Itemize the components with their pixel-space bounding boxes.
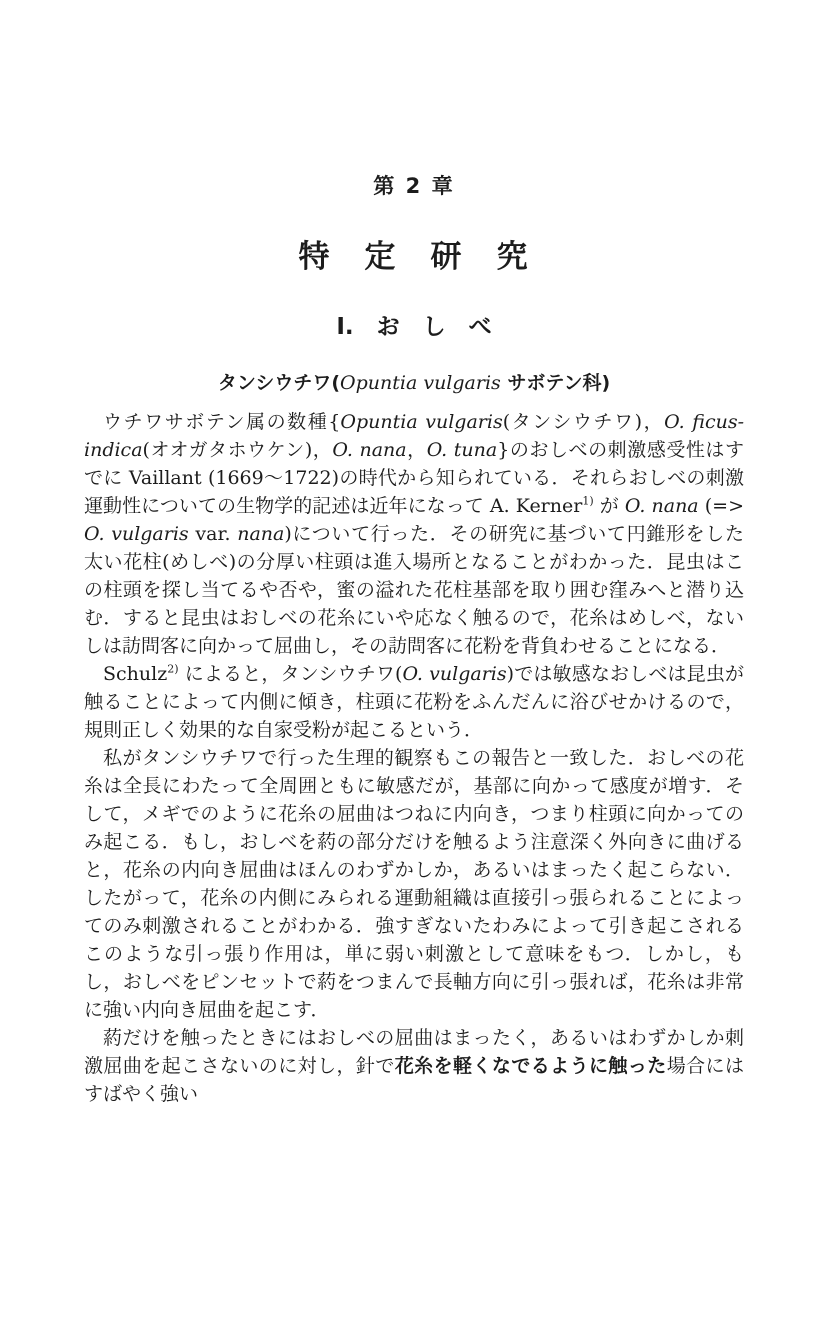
text-segment: O. vulgaris — [84, 522, 189, 545]
text-segment: 葯だけを触ったときにはおしべの屈曲はまったく，あるいはわずかしか刺激屈曲を起こさないのに対し，針で — [84, 1026, 744, 1077]
text-segment: O. ficus-indica — [84, 410, 745, 461]
text-segment: O. tuna — [426, 438, 498, 461]
text-segment: Schulz — [103, 662, 168, 685]
paragraph — [84, 408, 744, 660]
text-segment: Opuntia vulgaris — [340, 371, 501, 394]
text-segment: O. nana — [332, 438, 407, 461]
text-segment: (タンシウチワ)， — [502, 410, 665, 433]
text-segment: が — [593, 494, 625, 517]
text-segment: )について行った．その研究に基づいて円錐形をした太い花柱(めしべ)の分厚い柱頭は進入場所となることがわかった．昆虫はこの柱頭を探し当てるや否や，蜜の溢れた花柱基部を取り囲む窪みへと潜り込む．すると昆虫はおしべの花糸にいや応なく触るので，花糸はめしべ，ないしは訪問客に向かって屈曲し，その訪問客に花粉を背負わせることになる． — [84, 522, 744, 657]
text-segment: 花糸を軽くなでるように触った — [394, 1054, 667, 1077]
text-segment: O. vulgaris — [402, 662, 507, 685]
species-subtitle — [84, 372, 744, 396]
text-segment: ， — [406, 438, 427, 461]
text-segment: 私がタンシウチワで行った生理的観察もこの報告と一致した．おしべの花糸は全長にわたって全周囲ともに敏感だが，基部に向かって感度が増す．そして，メギでのように花糸の屈曲はつねに内向き，つまり柱頭に向かってのみ起こる．もし，おしべを葯の部分だけを触るよう注意深く外向きに曲げると，花糸の内向き屈曲はほんのわずかしか，あるいはまったく起こらない．したがって，花糸の内側にみられる運動組織は直接引っ張られることによってのみ刺激されることがわかる．強すぎないたわみによって引き起こされるこのような引っ張り作用は，単に弱い刺激として意味をもつ．しかし，もし，おしべをピンセットで葯をつまんで長軸方向に引っ張れば，花糸は非常に強い内向き屈曲を起こす． — [84, 746, 744, 1021]
text-segment: (オオガタホウケン)， — [142, 438, 333, 461]
body-paragraphs — [84, 408, 744, 1108]
chapter-label: 第 2 章 — [373, 174, 455, 198]
text-segment: }のおしべの刺激感受性はすでに Vaillant (1669〜1722)の時代から知られている．それらおしべの刺激運動性についての生物学的記述は近年になって A. Kerner — [84, 438, 744, 517]
section-heading: Ⅰ. お し べ — [336, 314, 492, 341]
text-segment: Opuntia vulgaris — [340, 410, 503, 433]
text-segment: var. — [188, 522, 238, 545]
text-segment: 1) — [582, 494, 594, 508]
text-segment: nana — [237, 522, 285, 545]
text-segment: ウチワサボテン属の数種{ — [103, 410, 341, 433]
text-segment: O. nana — [624, 494, 699, 517]
text-segment: 2) — [167, 662, 179, 676]
text-segment: (=> — [698, 494, 744, 517]
paragraph — [84, 1024, 744, 1108]
paragraph — [84, 660, 744, 744]
text-segment: サボテン科) — [500, 371, 611, 394]
chapter-title: 特 定 研 究 — [298, 239, 530, 276]
text-segment: によると，タンシウチワ( — [178, 662, 403, 685]
text-segment: タンシウチワ( — [217, 371, 341, 394]
text-segment: 場合にはすばやく強い — [84, 1054, 744, 1105]
text-segment: )では敏感なおしべは昆虫が触ることによって内側に傾き，柱頭に花粉をふんだんに浴びせかけるので，規則正しく効果的な自家受粉が起こるという． — [84, 662, 744, 741]
paragraph — [84, 744, 744, 1024]
